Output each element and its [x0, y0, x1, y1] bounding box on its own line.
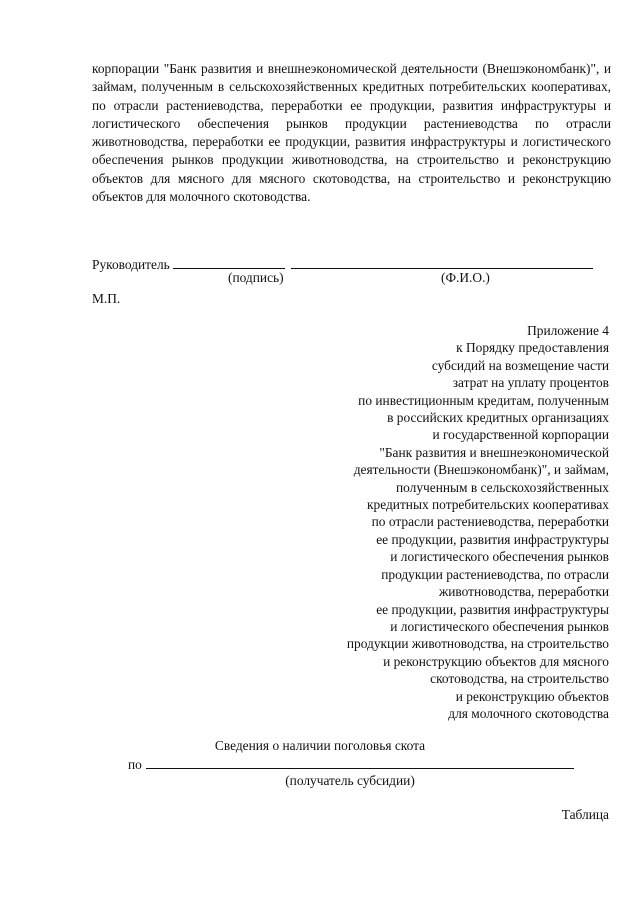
- appendix-line: затрат на уплату процентов: [452, 375, 609, 391]
- name-caption: (Ф.И.О.): [441, 270, 490, 285]
- recipient-caption: (получатель субсидии): [285, 773, 415, 788]
- signature-line: [92, 254, 611, 273]
- appendix-line: ее продукции, развития инфраструктуры: [376, 601, 609, 617]
- body-paragraph: корпорации "Банк развития и внешнеэкономической деятельности (Внешэкономбанк)", и займам, полученным в сельскохозяйственных кредитных потребительских кооперативах, по отрасли растениеводства, переработки ее продукции, развития инфраструктуры и логистического обеспечения рынков продукции растениеводства по отрасли животноводства, переработки ее продукции, развития инфраструктуры и логистического обеспечения рынков продукции животноводства, на строительство и реконструкцию объектов для мясного для мясного скотоводства, на строительство и реконструкцию объектов для молочного скотоводства.: [92, 61, 611, 205]
- signature-label: Руководитель: [92, 257, 170, 272]
- recipient-line: [128, 756, 574, 773]
- appendix-line: для молочного скотоводства: [448, 705, 609, 721]
- appendix-line: животноводства, переработки: [438, 584, 609, 600]
- seal-label: М.П.: [92, 291, 121, 306]
- name-blank: [291, 254, 593, 269]
- signature-caption: (подпись): [228, 270, 284, 285]
- appendix-line: субсидий на возмещение части: [431, 357, 609, 373]
- appendix-line: и реконструкцию объектов для мясного: [383, 653, 609, 669]
- appendix-line: в российских кредитных организациях: [387, 410, 609, 426]
- appendix-line: деятельности (Внешэкономбанк)", и займам,: [353, 462, 609, 478]
- appendix-line: по отрасли растениеводства, переработки: [371, 514, 609, 530]
- table-label: Таблица: [561, 807, 609, 822]
- appendix-line: продукции растениеводства, по отрасли: [381, 566, 609, 582]
- appendix-line: к Порядку предоставления: [456, 340, 609, 356]
- appendix-header: [249, 322, 609, 722]
- appendix-line: и логистического обеспечения рынков: [390, 549, 609, 565]
- appendix-line: кредитных потребительских кооперативах: [367, 497, 609, 513]
- appendix-line: по инвестиционным кредитам, полученным: [358, 392, 609, 408]
- appendix-line: "Банк развития и внешнеэкономической: [379, 444, 609, 460]
- recipient-prefix: по: [128, 757, 142, 772]
- appendix-line: продукции животноводства, на строительство: [346, 636, 609, 652]
- appendix-line: ее продукции, развития инфраструктуры: [376, 531, 609, 547]
- appendix-line: и государственной корпорации: [432, 427, 609, 443]
- appendix-line: полученным в сельскохозяйственных: [395, 479, 609, 495]
- appendix-line: Приложение 4: [527, 323, 609, 338]
- section-title: Сведения о наличии поголовья скота: [214, 738, 426, 753]
- appendix-line: и реконструкцию объектов: [455, 688, 609, 704]
- recipient-blank: [146, 756, 574, 769]
- signature-blank: [173, 254, 285, 269]
- appendix-line: скотоводства, на строительство: [430, 671, 609, 687]
- appendix-line: и логистического обеспечения рынков: [390, 618, 609, 634]
